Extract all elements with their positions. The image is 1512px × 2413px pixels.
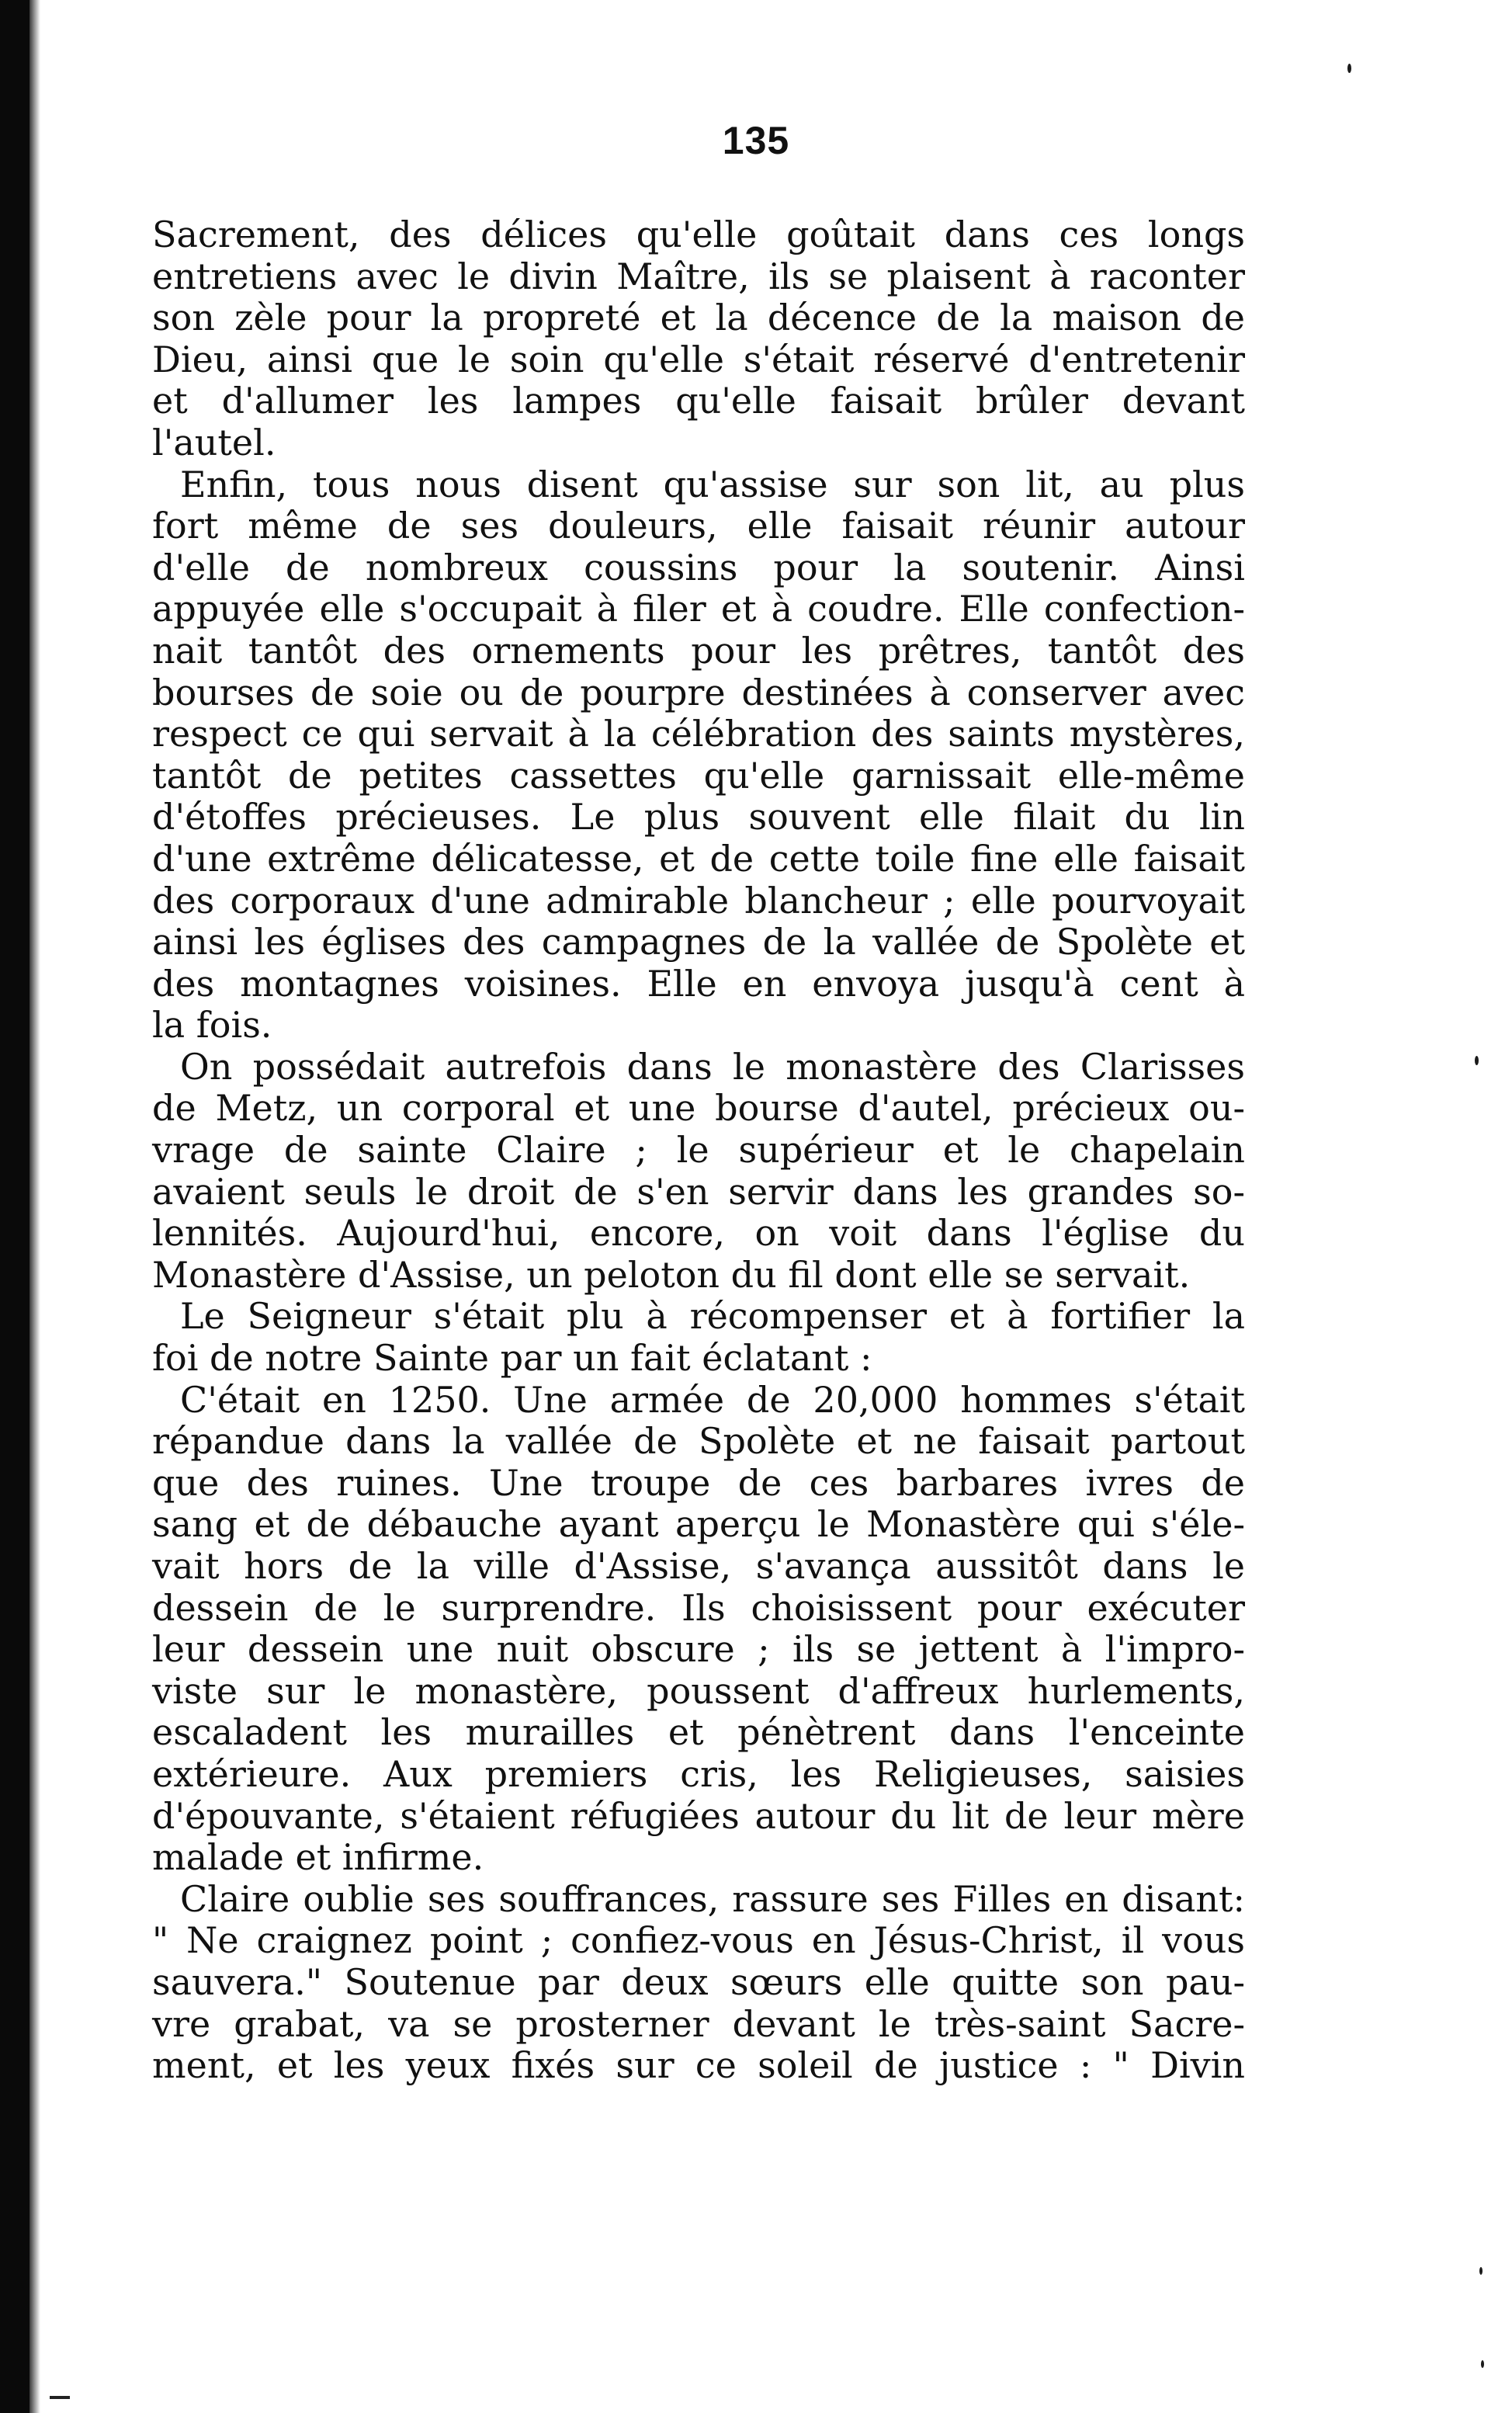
text-line: vre grabat, va se prosterner devant le très-saint Sacre- [152, 2002, 1245, 2045]
text-line: de Metz, un corporal et une bourse d'autel, précieux ou- [152, 1087, 1245, 1130]
text-line: entretiens avec le divin Maître, ils se plaisent à raconter [152, 255, 1245, 297]
text-line: ainsi les églises des campagnes de la vallée de Spolète et [152, 921, 1245, 963]
text-line: leur dessein une nuit obscure ; ils se jettent à l'impro- [152, 1628, 1245, 1671]
text-line: d'elle de nombreux coussins pour la soutenir. Ainsi [152, 546, 1245, 588]
text-line: vait hors de la ville d'Assise, s'avança aussitôt dans le [152, 1545, 1245, 1587]
scan-speck [1475, 1056, 1479, 1065]
text-line: sauvera." Soutenue par deux sœurs elle quitte son pau- [152, 1960, 1245, 2003]
binding-edge-shadow [29, 0, 40, 2413]
text-line: et d'allumer les lampes qu'elle faisait brûler devant [152, 380, 1245, 422]
text-line: nait tantôt des ornements pour les prêtres, tantôt des [152, 629, 1245, 672]
text-line: " Ne craignez point ; confiez-vous en Jésus-Christ, il vous [152, 1919, 1245, 1962]
body-text [152, 214, 1245, 2087]
text-line: Dieu, ainsi que le soin qu'elle s'était réservé d'entretenir [152, 338, 1245, 380]
binding-edge [0, 0, 29, 2413]
scan-mark [50, 2396, 70, 2399]
text-line: Enfin, tous nous disent qu'assise sur son lit, au plus [180, 463, 1245, 505]
text-line: d'épouvante, s'étaient réfugiées autour du lit de leur mère [152, 1794, 1245, 1837]
text-line: des montagnes voisines. Elle en envoya jusqu'à cent à [152, 962, 1245, 1005]
scan-speck [1481, 2360, 1484, 2368]
text-line: Claire oublie ses souffrances, rassure ses Filles en disant: [180, 1877, 1245, 1920]
text-line: que des ruines. Une troupe de ces barbares ivres de [152, 1461, 1245, 1504]
text-line: foi de notre Sainte par un fait éclatant : [152, 1337, 872, 1380]
text-line: sang et de débauche ayant aperçu le Monastère qui s'éle- [152, 1503, 1245, 1546]
text-line: appuyée elle s'occupait à filer et à coudre. Elle confection- [152, 588, 1245, 630]
text-line: C'était en 1250. Une armée de 20,000 hommes s'était [180, 1378, 1245, 1421]
text-line: escaladent les murailles et pénètrent dans l'enceinte [152, 1711, 1245, 1754]
text-line: la fois. [152, 1004, 272, 1047]
text-line: ment, et les yeux fixés sur ce soleil de justice : " Divin [152, 2044, 1245, 2087]
page-number: 135 [722, 119, 790, 162]
text-line: respect ce qui servait à la célébration des saints mystères, [152, 713, 1245, 755]
text-line: d'étoffes précieuses. Le plus souvent elle filait du lin [152, 796, 1245, 838]
text-line: son zèle pour la propreté et la décence de la maison de [152, 297, 1245, 339]
text-line: extérieure. Aux premiers cris, les Religieuses, saisies [152, 1752, 1245, 1795]
text-line: Monastère d'Assise, un peloton du fil dont elle se servait. [152, 1253, 1191, 1296]
text-line: dessein de le surprendre. Ils choisissent pour exécuter [152, 1586, 1245, 1629]
text-line: lennités. Aujourd'hui, encore, on voit dans l'église du [152, 1212, 1245, 1255]
text-line: répandue dans la vallée de Spolète et ne faisait partout [152, 1420, 1245, 1463]
text-line: malade et infirme. [152, 1836, 484, 1879]
text-line: tantôt de petites cassettes qu'elle garnissait elle-même [152, 754, 1245, 797]
text-line: d'une extrême délicatesse, et de cette toile fine elle faisait [152, 837, 1245, 880]
text-line: avaient seuls le droit de s'en servir dans les grandes so- [152, 1170, 1245, 1213]
text-line: l'autel. [152, 421, 276, 464]
text-line: bourses de soie ou de pourpre destinées à conserver avec [152, 671, 1245, 713]
text-line: Le Seigneur s'était plu à récompenser et à fortifier la [180, 1295, 1245, 1338]
text-line: Sacrement, des délices qu'elle goûtait dans ces longs [152, 214, 1245, 255]
text-line: viste sur le monastère, poussent d'affreux hurlements, [152, 1669, 1245, 1712]
scan-speck [1479, 2267, 1483, 2275]
text-line: des corporaux d'une admirable blancheur ; elle pourvoyait [152, 879, 1245, 922]
text-line: vrage de sainte Claire ; le supérieur et le chapelain [152, 1129, 1245, 1172]
text-line: fort même de ses douleurs, elle faisait réunir autour [152, 505, 1245, 547]
text-line: On possédait autrefois dans le monastère des Clarisses [180, 1045, 1245, 1088]
scan-speck [1347, 64, 1351, 73]
